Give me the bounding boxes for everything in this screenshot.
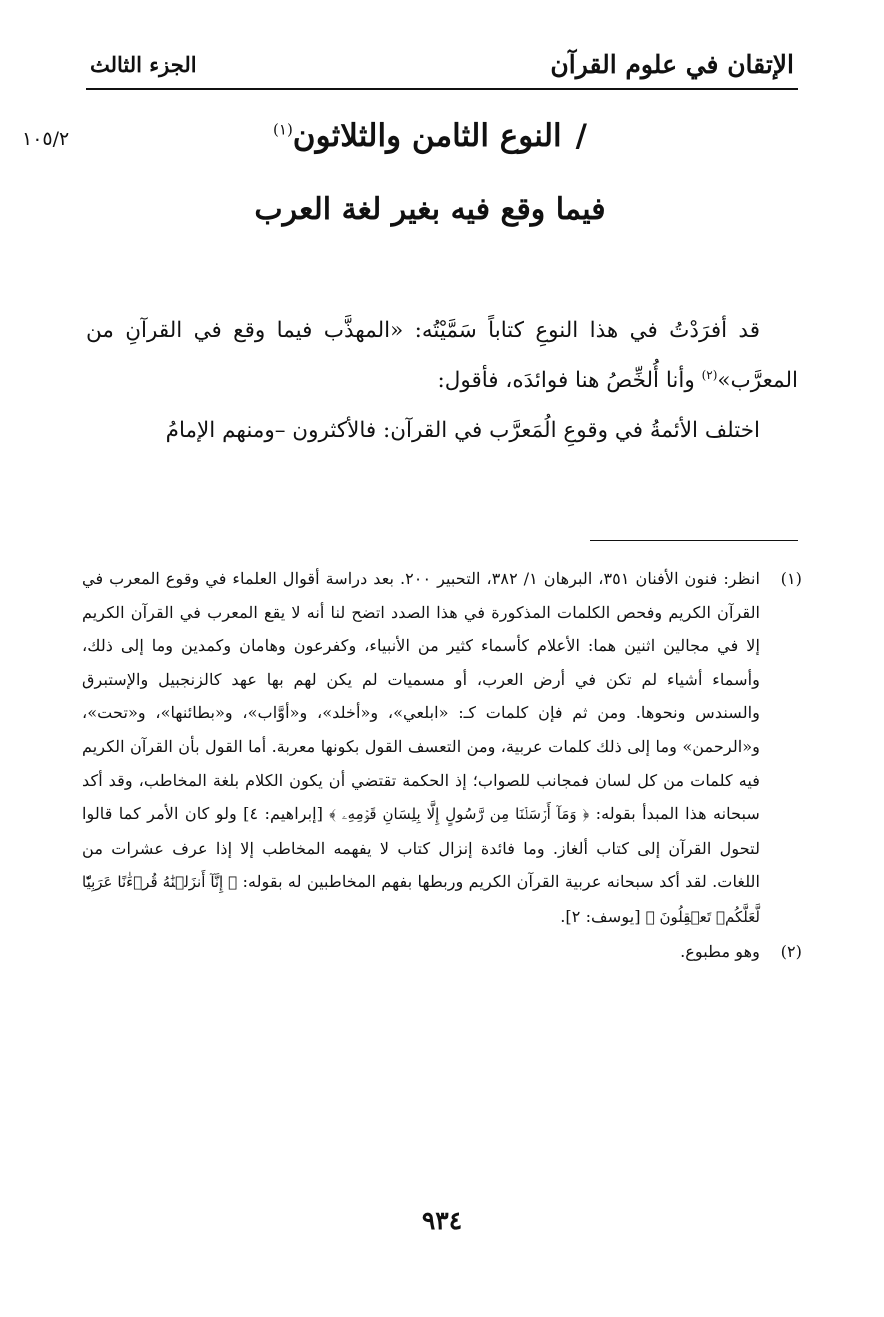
footnote-1 [82,562,802,935]
footnote-ref-2: (٢) [701,367,718,382]
page-number: ٩٣٤ [421,1206,463,1235]
footnote-number: (٢) [780,941,802,961]
paragraph-1-part-1: قد أفرَدْتُ في هذا النوعِ كتاباً سَمَّيْتُه: «المهذَّب فيما وقع في القرآنِ من المعرَّب» [86,318,798,393]
body-paragraph-1 [86,306,798,406]
footnote-2-text: وهو مطبوع. [680,941,760,961]
footnote-number: (١) [780,569,802,588]
book-title: الإتقان في علوم القرآن [550,50,794,79]
verse-2-reference: [يوسف: ٢]. [560,906,646,926]
margin-reference: ١٠٥/٢ [22,128,70,150]
chapter-title [150,118,710,154]
chapter-subtitle: فيما وقع فيه بغير لغة العرب [254,192,606,227]
footnote-1-text-part-2: ولو كان الأمر كما قالوا لتحول القرآن إلى كتاب ألغاز. وما فائدة إنزال كتاب لا يفهمه المخاطب إلا إذا عرف عشرات من اللغات. لقد أكد سبحانه عربية القرآن الكريم وربطها بفهم المخاطبين له بقوله: [82,804,760,892]
running-header [86,44,798,90]
body-paragraph-2: اختلف الأئمةُ في وقوعِ الُمَعرَّب في القرآن: فالأكثرون –ومنهم الإمامُ [165,418,760,443]
body-text [86,306,798,456]
chapter-title-note: (١) [273,120,293,139]
footnote-1-text-part-1: انظر: فنون الأفنان ٣٥١، البرهان ١/ ٣٨٢، التحبير ٢٠٠. بعد دراسة أقوال العلماء في وقوع المعرب في القرآن الكريم وفحص الكلمات المذكورة في هذا الصدد اتضح لنا أنه لا يقع المعرب في القرآن الكريم إلا في مجالين اثنين هما: الأعلام كأسماء كثير من الأنبياء، وكفرعون وهامان وكمدين وما إلى ذلك، وأسماء أشياء لم تكن في أرض العرب، أو مسميات لم يكن لهم بها عهد كالزنجبيل والإستبرق والسندس ونحوها. ومن ثم فإن كلمات كـ: «ابلعي»، و«أخلد»، و«أوَّاب»، و«بطائنها»، و«تحت»، و«الرحمن» وما إلى ذلك كلمات عربية، ومن التعسف القول بكونها معربة. أما القول بأن القرآن الكريم فيه كلمات من كل لسان فمجانب للصواب؛ إذ الحكمة تقتضي أن يكون الكلام بلغة المخاطب، وقد أكد سبحانه هذا المبدأ بقوله: [82,569,760,824]
footnote-2 [82,935,802,969]
volume-title: الجزء الثالث [90,52,197,77]
paragraph-1-part-2: وأنا أُلخِّصُ هنا فوائدَه، فأقول: [437,368,702,393]
verse-1-reference: [إبراهيم: ٤] [236,804,330,824]
footnote-divider [590,540,798,541]
footnotes [82,562,802,968]
chapter-title-text: النوع الثامن والثلاثون [292,118,562,154]
chapter-slash: / [575,118,587,154]
quran-verse-1: ﴿ وَمَآ أَرۡسَلۡنَا مِن رَّسُولٍ إِلَّا بِلِسَانِ قَوۡمِهِۦ ﴾ [329,805,590,824]
quran-verse-2: ﴿ إِنَّآ أَنزَلۡنَٰهُ قُرۡءَٰنًا عَرَبِيّٗا لَّعَلَّكُمۡ تَعۡقِلُونَ ﴾ [82,873,760,926]
